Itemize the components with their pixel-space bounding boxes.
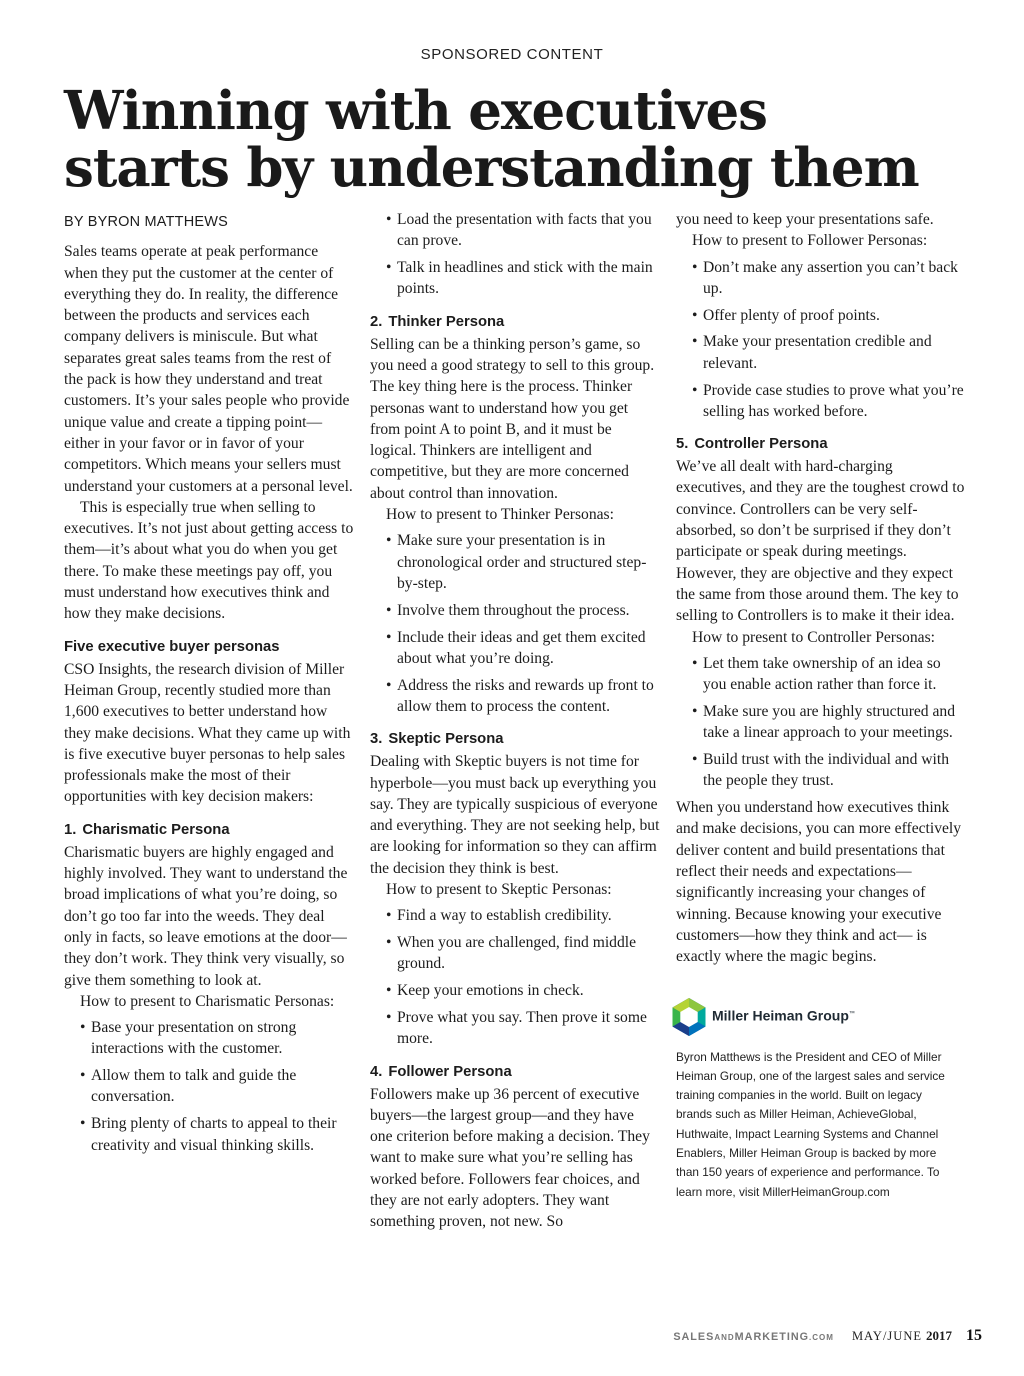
controller-bullet-list xyxy=(676,653,966,792)
follower-bullet-list xyxy=(676,257,966,423)
list-item: • Involve them throughout the process. xyxy=(370,600,660,621)
controller-paragraph: We’ve all dealt with hard-charging executives, and they are the toughest crowd to convince. Controllers can be very self-absorbed, so don’t be surprised if they don’t participate or speak during meetings. However, they are objective and they expect the same from those around them. The key to selling to Controllers is to make it their idea. xyxy=(676,458,965,625)
charismatic-bullet-list-continued xyxy=(370,209,660,300)
conclusion-paragraph: When you understand how executives think and make decisions, you can more effectively deliver content and build presentations that reflect their needs and expectations— significantly increasing your changes of winning. Because knowing your executive customers—how they think and act— is exactly where the magic begins. xyxy=(676,799,962,966)
skeptic-paragraph: Dealing with Skeptic buyers is not time for hyperbole—you must back up everything you say. They are typically suspicious of everyone and everything. They are not seeking help, but are looking for information so they can affirm the decision they think is best. xyxy=(370,753,660,877)
list-item: • Build trust with the individual and with the people they trust. xyxy=(676,749,966,792)
section-heading-thinker xyxy=(370,312,660,332)
section-number: 3. xyxy=(370,731,383,748)
charismatic-bullet-list xyxy=(64,1017,354,1156)
section-number: 1. xyxy=(64,821,77,838)
issue-year: 2017 xyxy=(926,1328,952,1343)
list-item: • Make sure you are highly structured and take a linear approach to your meetings. xyxy=(676,701,966,744)
list-item: • Make sure your presentation is in chronological order and structured step-by-step. xyxy=(370,530,660,594)
author-bio: Byron Matthews is the President and CEO of Miller Heiman Group, one of the largest sales and service training companies in the world. Built on legacy brands such as Miller Heiman, AchieveGlobal, Huthwaite, Impact Learning Systems and Channel Enablers, Miller Heiman Group is backed by more than 150 years of experience and performance. To learn more, visit MillerHeimanGroup.com xyxy=(676,1049,945,1199)
charismatic-how-to: How to present to Charismatic Personas: xyxy=(80,992,335,1010)
follower-paragraph-continued: you need to keep your presentations safe. xyxy=(676,211,934,228)
thinker-how-to: How to present to Thinker Personas: xyxy=(386,506,614,524)
section-number: 2. xyxy=(370,313,383,330)
list-item: • Allow them to talk and guide the conversation. xyxy=(64,1065,354,1108)
section-title: Follower Persona xyxy=(388,1063,512,1080)
skeptic-bullet-list xyxy=(370,905,660,1049)
intro-paragraph-2: This is especially true when selling to executives. It’s not just about getting access to them—it’s about what you do when you get there. To make these meetings pay off, you must understand how executives think and how they make decisions. xyxy=(64,498,354,623)
section-heading-controller xyxy=(676,434,966,454)
section-number: 5. xyxy=(676,436,689,453)
list-item: • Offer plenty of proof points. xyxy=(676,305,966,326)
column-3 xyxy=(676,209,966,1202)
charismatic-paragraph: Charismatic buyers are highly engaged and highly involved. They want to understand the broad implications of what you’re doing, so don’t go too far into the weeds. They deal only in facts, so leave emotions at the door—they don’t work. They think very visually, so give them something to look at. xyxy=(64,843,348,989)
list-item: • Let them take ownership of an idea so you enable action rather than force it. xyxy=(676,653,966,696)
issue-date: MAY/JUNE xyxy=(851,1329,922,1343)
list-item: • Address the risks and rewards up front to allow them to process the content. xyxy=(370,675,660,718)
five-personas-paragraph: CSO Insights, the research division of Miller Heiman Group, recently studied more than 1,600 executives to better understand how they make decisions. What they came up with is five executive buyer personas to help sales professionals make the most of their opportunities with key decision makers: xyxy=(64,660,351,806)
headline-line-1: Winning with executives xyxy=(64,80,768,142)
list-item: • Talk in headlines and stick with the main points. xyxy=(370,257,660,300)
sponsored-label: SPONSORED CONTENT xyxy=(420,46,604,63)
section-title: Skeptic Persona xyxy=(388,731,504,748)
list-item: • Prove what you say. Then prove it some more. xyxy=(370,1007,660,1050)
list-item: • Include their ideas and get them excited about what you’re doing. xyxy=(370,627,660,670)
list-item: • When you are challenged, find middle ground. xyxy=(370,932,660,975)
section-heading-skeptic xyxy=(370,729,660,749)
list-item: • Bring plenty of charts to appeal to their creativity and visual thinking skills. xyxy=(64,1113,354,1156)
publication-site: SALESANDMARKETING.COM xyxy=(673,1331,834,1343)
controller-how-to: How to present to Controller Personas: xyxy=(692,628,935,646)
skeptic-how-to: How to present to Skeptic Personas: xyxy=(386,881,612,899)
follower-how-to: How to present to Follower Personas: xyxy=(692,232,928,250)
section-heading-five-personas: Five executive buyer personas xyxy=(64,638,280,655)
company-logo xyxy=(668,996,966,1038)
list-item: • Keep your emotions in check. xyxy=(370,980,660,1001)
page-number: 15 xyxy=(966,1327,982,1344)
section-title: Charismatic Persona xyxy=(82,821,230,838)
logo-wordmark: Miller Heiman Group™ xyxy=(712,1007,855,1024)
headline-line-2: starts by understanding them xyxy=(64,137,919,199)
section-heading-follower xyxy=(370,1062,660,1082)
headline xyxy=(64,80,1004,199)
column-1 xyxy=(64,209,354,1161)
list-item: • Find a way to establish credibility. xyxy=(370,905,660,926)
byline: BY BYRON MATTHEWS xyxy=(64,214,228,230)
follower-paragraph: Followers make up 36 percent of executive buyers—the largest group—and they have one criterion before making a decision. They want to make sure what you’re selling has worked before. Followers fear choices, and they are not early adopters. They want something proven, not new. So xyxy=(370,1085,650,1231)
list-item: • Don’t make any assertion you can’t back up. xyxy=(676,257,966,300)
list-item: • Base your presentation on strong interactions with the customer. xyxy=(64,1017,354,1060)
list-item: • Make your presentation credible and relevant. xyxy=(676,331,966,374)
section-title: Thinker Persona xyxy=(388,313,505,330)
page-footer xyxy=(673,1327,982,1345)
column-2 xyxy=(370,209,660,1233)
list-item: • Provide case studies to prove what you’re selling has worked before. xyxy=(676,380,966,423)
section-number: 4. xyxy=(370,1063,383,1080)
hexagon-logo-icon xyxy=(668,996,710,1038)
thinker-paragraph: Selling can be a thinking person’s game, so you need a good strategy to sell to this group. The key thing here is the process. Thinker personas want to understand how you get from point A to point B, and it must be logical. Thinkers are intelligent and competitive, but they are more concerned about control than innovation. xyxy=(370,335,655,502)
list-item: • Load the presentation with facts that you can prove. xyxy=(370,209,660,252)
section-title: Controller Persona xyxy=(694,436,828,453)
thinker-bullet-list xyxy=(370,530,660,717)
intro-paragraph-1: Sales teams operate at peak performance when they put the customer at the center of everything they do. In reality, the difference between the products and services each company delivers is miniscule. But what separates great sales teams from the rest of the pack is how they understand and treat customers. It’s your sales people who provide unique value and create a tipping point—either in your favor or in favor of your competitors. Which means your sellers must understand your customers at a personal level. xyxy=(64,243,353,495)
section-heading-charismatic xyxy=(64,820,354,840)
